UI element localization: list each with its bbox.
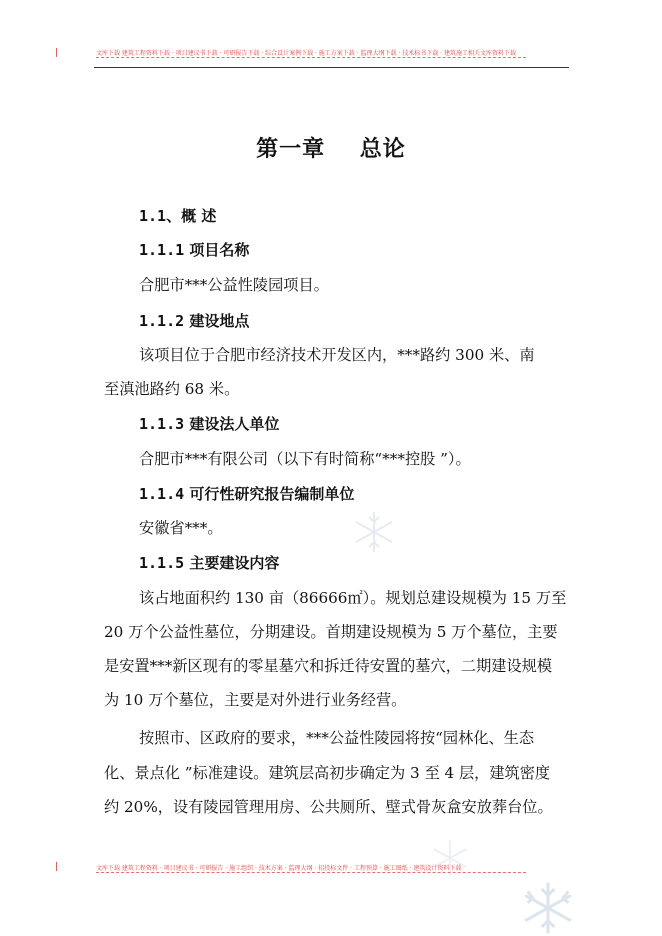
- section-number: 1.1.5: [139, 554, 185, 572]
- paragraph-line: 至滇池路约 68 米。: [104, 380, 240, 398]
- footer-margin-tick: [56, 862, 57, 871]
- header-banner-text: 文库下载 建筑工程资料下载 · 项目建议书下载 · 可研报告下载 · 综合设计案例下载 · 施工方案下载 · 监理大纲下载 · 技术标书下载 · 建筑施工相关文库资料下载: [96, 50, 516, 57]
- section-heading-overview: [139, 206, 216, 226]
- paragraph-line: 合肥市***公益性陵园项目。: [139, 276, 329, 294]
- section-heading-project-name: [139, 240, 249, 260]
- section-heading-legal-entity: [139, 414, 279, 434]
- paragraph-line: 是安置***新区现有的零星墓穴和拆迁待安置的墓穴，二期建设规模: [104, 657, 553, 675]
- snowflake-watermark-icon: [430, 838, 470, 878]
- section-number: 1.1.3: [139, 415, 185, 433]
- section-title: 建设地点: [189, 312, 250, 330]
- snowflake-watermark-icon: [520, 880, 576, 936]
- chapter-title: 第一章 总论: [256, 136, 406, 162]
- section-title: 可行性研究报告编制单位: [189, 485, 355, 503]
- header-banner-underline: [96, 57, 526, 58]
- paragraph-line: 化、景点化 ”标准建设。建筑层高初步确定为 3 至 4 层，建筑密度: [104, 764, 551, 782]
- section-heading-report-unit: [139, 484, 354, 504]
- section-number: 1.1.4: [139, 485, 185, 503]
- footer-banner-text: 文库下载 建筑工程资料 · 项目建议书 · 可研报告 · 施工组织 · 技术方案 · 监理大纲 · 招投标文件 · 工程预算 · 施工图纸 · 建筑设计资料下载: [96, 865, 462, 872]
- paragraph-line: 20 万个公益性墓位，分期建设。首期建设规模为 5 万个墓位，主要: [104, 623, 558, 641]
- header-rule: [94, 67, 569, 68]
- section-number: 1.1.1: [139, 241, 185, 259]
- section-title: 项目名称: [189, 241, 250, 259]
- section-heading-content: [139, 553, 279, 573]
- paragraph-line: 为 10 万个墓位，主要是对外进行业务经营。: [104, 691, 407, 709]
- paragraph-line: 该项目位于合肥市经济技术开发区内，***路约 300 米、南: [139, 346, 535, 364]
- section-number: 1.1、: [139, 207, 182, 225]
- section-title: 主要建设内容: [189, 554, 280, 572]
- section-heading-location: [139, 311, 249, 331]
- paragraph-line: 按照市、区政府的要求，***公益性陵园将按“园林化、生态: [139, 729, 535, 747]
- paragraph-line: 安徽省***。: [139, 519, 223, 537]
- section-title: 概 述: [181, 207, 217, 225]
- snowflake-watermark-icon: [352, 510, 396, 554]
- section-title: 建设法人单位: [189, 415, 280, 433]
- paragraph-line: 该占地面积约 130 亩（86666㎡）。规划总建设规模为 15 万至: [139, 589, 567, 607]
- paragraph-line: 约 20%，设有陵园管理用房、公共厕所、壁式骨灰盒安放葬台位。: [104, 798, 553, 816]
- paragraph-line: 合肥市***有限公司（以下有时简称“***控股 ”）。: [139, 450, 471, 468]
- section-number: 1.1.2: [139, 312, 185, 330]
- header-margin-tick: [56, 48, 57, 57]
